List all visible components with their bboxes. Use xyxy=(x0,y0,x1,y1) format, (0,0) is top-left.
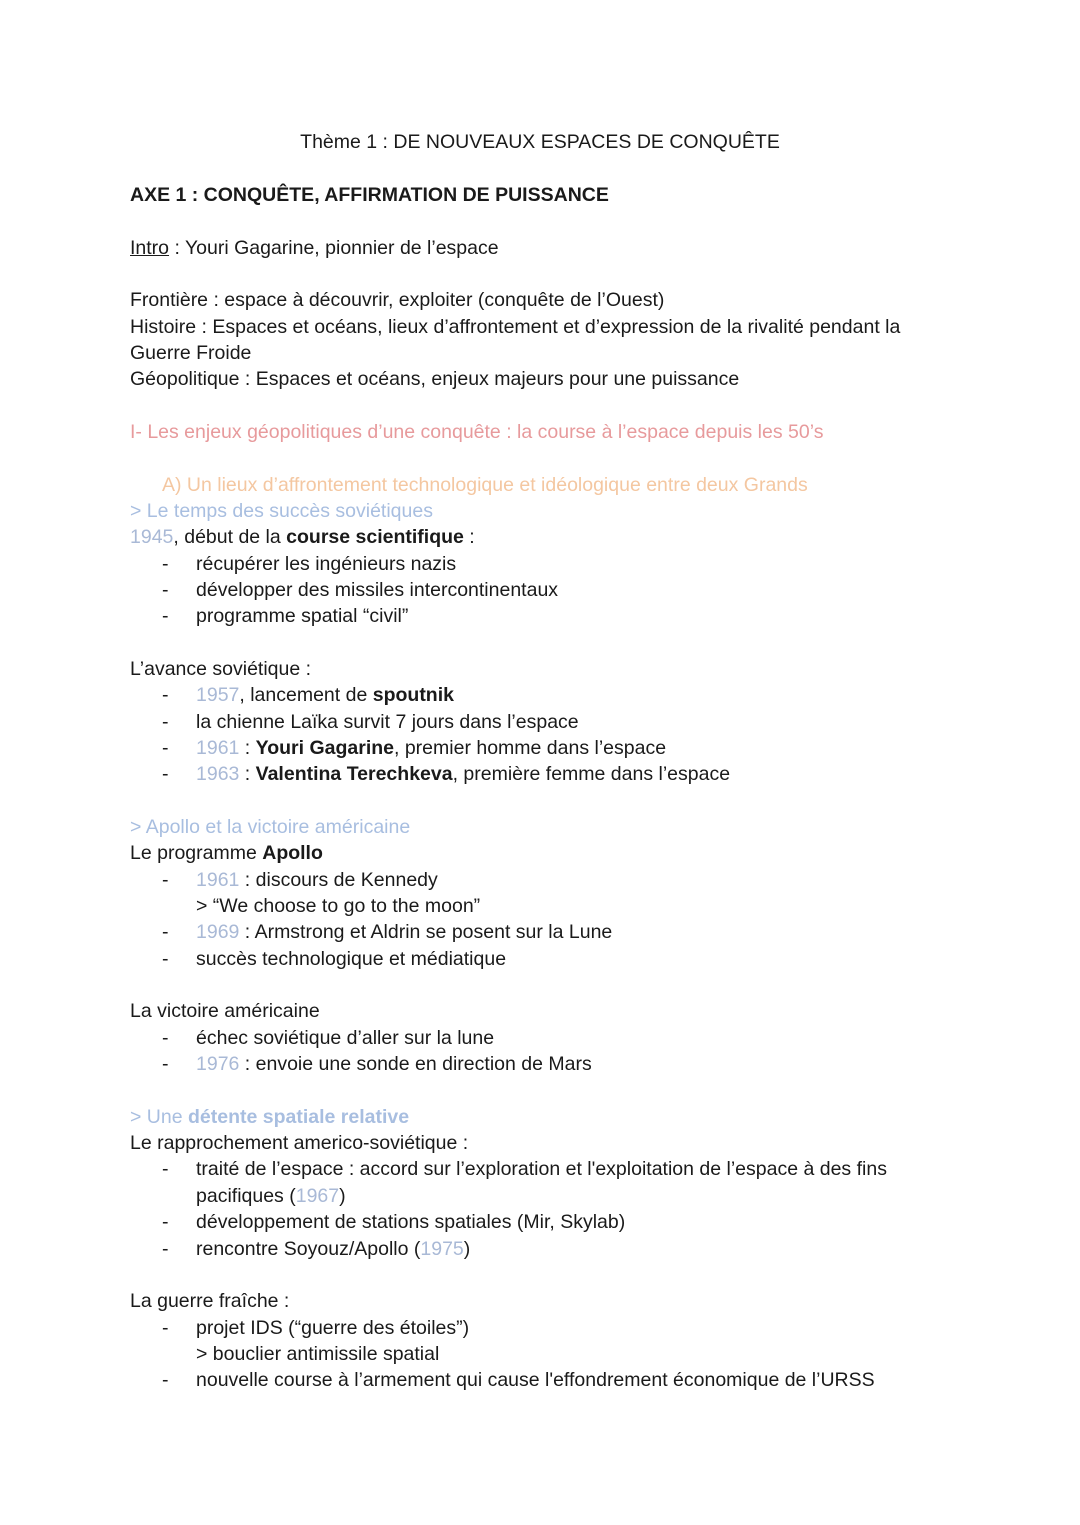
guerre-fraiche-heading: La guerre fraîche : xyxy=(130,1290,290,1312)
definition-histoire-cont: Guerre Froide xyxy=(130,342,252,364)
subpart-a-heading: A) Un lieux d’affrontement technologique et idéologique entre deux Grands xyxy=(162,474,808,496)
list-item-sub: > “We choose to go to the moon” xyxy=(196,895,481,917)
section-heading-soviet: > Le temps des succès soviétiques xyxy=(130,500,433,522)
programme-apollo-heading: Le programme Apollo xyxy=(130,842,323,864)
rapprochement-heading: Le rapprochement americo-soviétique : xyxy=(130,1132,469,1154)
list-item-sub: > bouclier antimissile spatial xyxy=(196,1343,440,1365)
document-title: Thème 1 : DE NOUVEAUX ESPACES DE CONQUÊTE xyxy=(300,131,780,153)
section-heading-detente: > Une détente spatiale relative xyxy=(130,1106,410,1128)
course-scientifique-line: 1945, début de la course scientifique : xyxy=(130,526,475,548)
definition-histoire: Histoire : Espaces et océans, lieux d’affrontement et d’expression de la rivalité pendant la xyxy=(130,316,901,338)
avance-sovietique-heading: L’avance soviétique : xyxy=(130,658,312,680)
part-1-heading: I- Les enjeux géopolitiques d’une conquête : la course à l’espace depuis les 50’s xyxy=(130,421,824,443)
definition-frontiere: Frontière : espace à découvrir, exploiter (conquête de l’Ouest) xyxy=(130,289,665,311)
definition-geopolitique: Géopolitique : Espaces et océans, enjeux majeurs pour une puissance xyxy=(130,368,740,390)
victoire-americaine-heading: La victoire américaine xyxy=(130,1000,320,1022)
intro-line: Intro : Youri Gagarine, pionnier de l’espace xyxy=(130,237,499,259)
section-heading-apollo: > Apollo et la victoire américaine xyxy=(130,816,411,838)
list-item-cont: pacifiques (1967) xyxy=(196,1185,346,1207)
axe-heading: AXE 1 : CONQUÊTE, AFFIRMATION DE PUISSANCE xyxy=(130,184,609,206)
